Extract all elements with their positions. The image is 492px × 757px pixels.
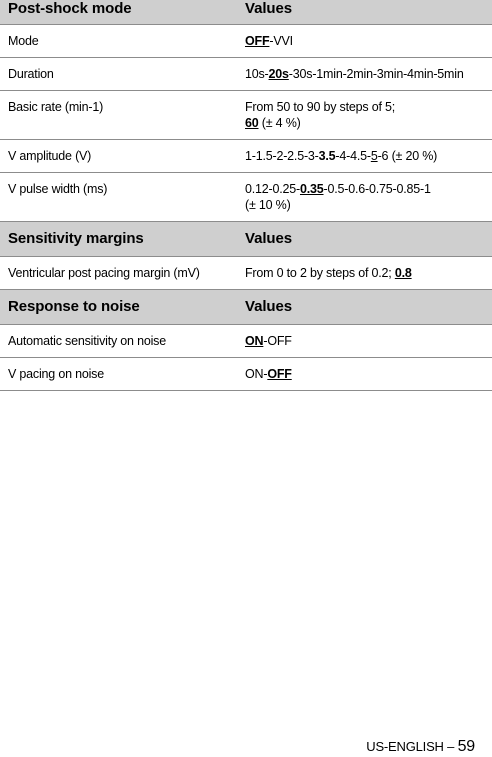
default-value: 0.35 <box>299 182 324 196</box>
table-row <box>0 325 492 358</box>
default-value: 60 <box>245 116 259 130</box>
table-row <box>0 140 492 173</box>
parameter-values <box>245 91 492 139</box>
value-text: (± 4 %) <box>258 116 301 130</box>
values-column-header: Values <box>245 230 292 247</box>
value-text: ON- <box>245 367 268 381</box>
value-text: -30s-1min-2min-3min-4min-5min <box>288 67 464 81</box>
value-text: 10s- <box>245 67 269 81</box>
table-row <box>0 257 492 290</box>
table-row <box>0 173 492 222</box>
value-text: 5 <box>370 149 378 163</box>
default-value: 20s <box>268 67 289 81</box>
default-value: ON <box>245 334 264 348</box>
value-text: (± 10 %) <box>245 198 291 212</box>
default-value: 0.8 <box>394 266 412 280</box>
default-value: OFF <box>267 367 292 381</box>
table-row <box>0 91 492 140</box>
value-text: 3.5 <box>318 149 336 163</box>
value-text: From 50 to 90 by steps of 5; <box>245 100 396 114</box>
page-footer <box>366 738 475 756</box>
value-text: 1-1.5-2-2.5-3- <box>245 149 319 163</box>
parameter-label: Automatic sensitivity on noise <box>8 334 166 348</box>
section-title: Post-shock mode <box>8 0 132 17</box>
parameter-values <box>245 358 492 390</box>
value-text: -VVI <box>269 34 293 48</box>
parameter-label: V amplitude (V) <box>8 149 92 163</box>
table-row <box>0 358 492 391</box>
section-title: Response to noise <box>8 298 140 315</box>
table-row <box>0 25 492 58</box>
page-number: 59 <box>457 738 475 755</box>
value-text: -6 (± 20 %) <box>377 149 438 163</box>
parameter-values <box>245 325 492 357</box>
parameter-values <box>245 140 492 172</box>
values-column-header: Values <box>245 298 292 315</box>
values-column-header: Values <box>245 0 292 17</box>
value-text: -OFF <box>263 334 292 348</box>
section-header <box>0 222 492 257</box>
parameter-label: Duration <box>8 67 54 81</box>
value-text: -0.5-0.6-0.75-0.85-1 <box>323 182 431 196</box>
footer-language: US-ENGLISH – <box>366 739 458 754</box>
parameter-label: V pacing on noise <box>8 367 104 381</box>
parameter-label: V pulse width (ms) <box>8 182 108 196</box>
default-value: OFF <box>245 34 270 48</box>
parameter-values <box>245 173 492 221</box>
parameter-label: Mode <box>8 34 39 48</box>
value-text: -4-4.5- <box>335 149 371 163</box>
section-title: Sensitivity margins <box>8 230 144 247</box>
section-header <box>0 290 492 325</box>
table-row <box>0 58 492 91</box>
value-text: From 0 to 2 by steps of 0.2; <box>245 266 395 280</box>
value-text: 0.12-0.25- <box>245 182 300 196</box>
parameter-label: Ventricular post pacing margin (mV) <box>8 266 200 280</box>
parameter-label: Basic rate (min-1) <box>8 100 104 114</box>
parameter-values <box>245 257 492 289</box>
parameter-values <box>245 58 492 90</box>
section-header <box>0 0 492 25</box>
parameter-values <box>245 25 492 57</box>
